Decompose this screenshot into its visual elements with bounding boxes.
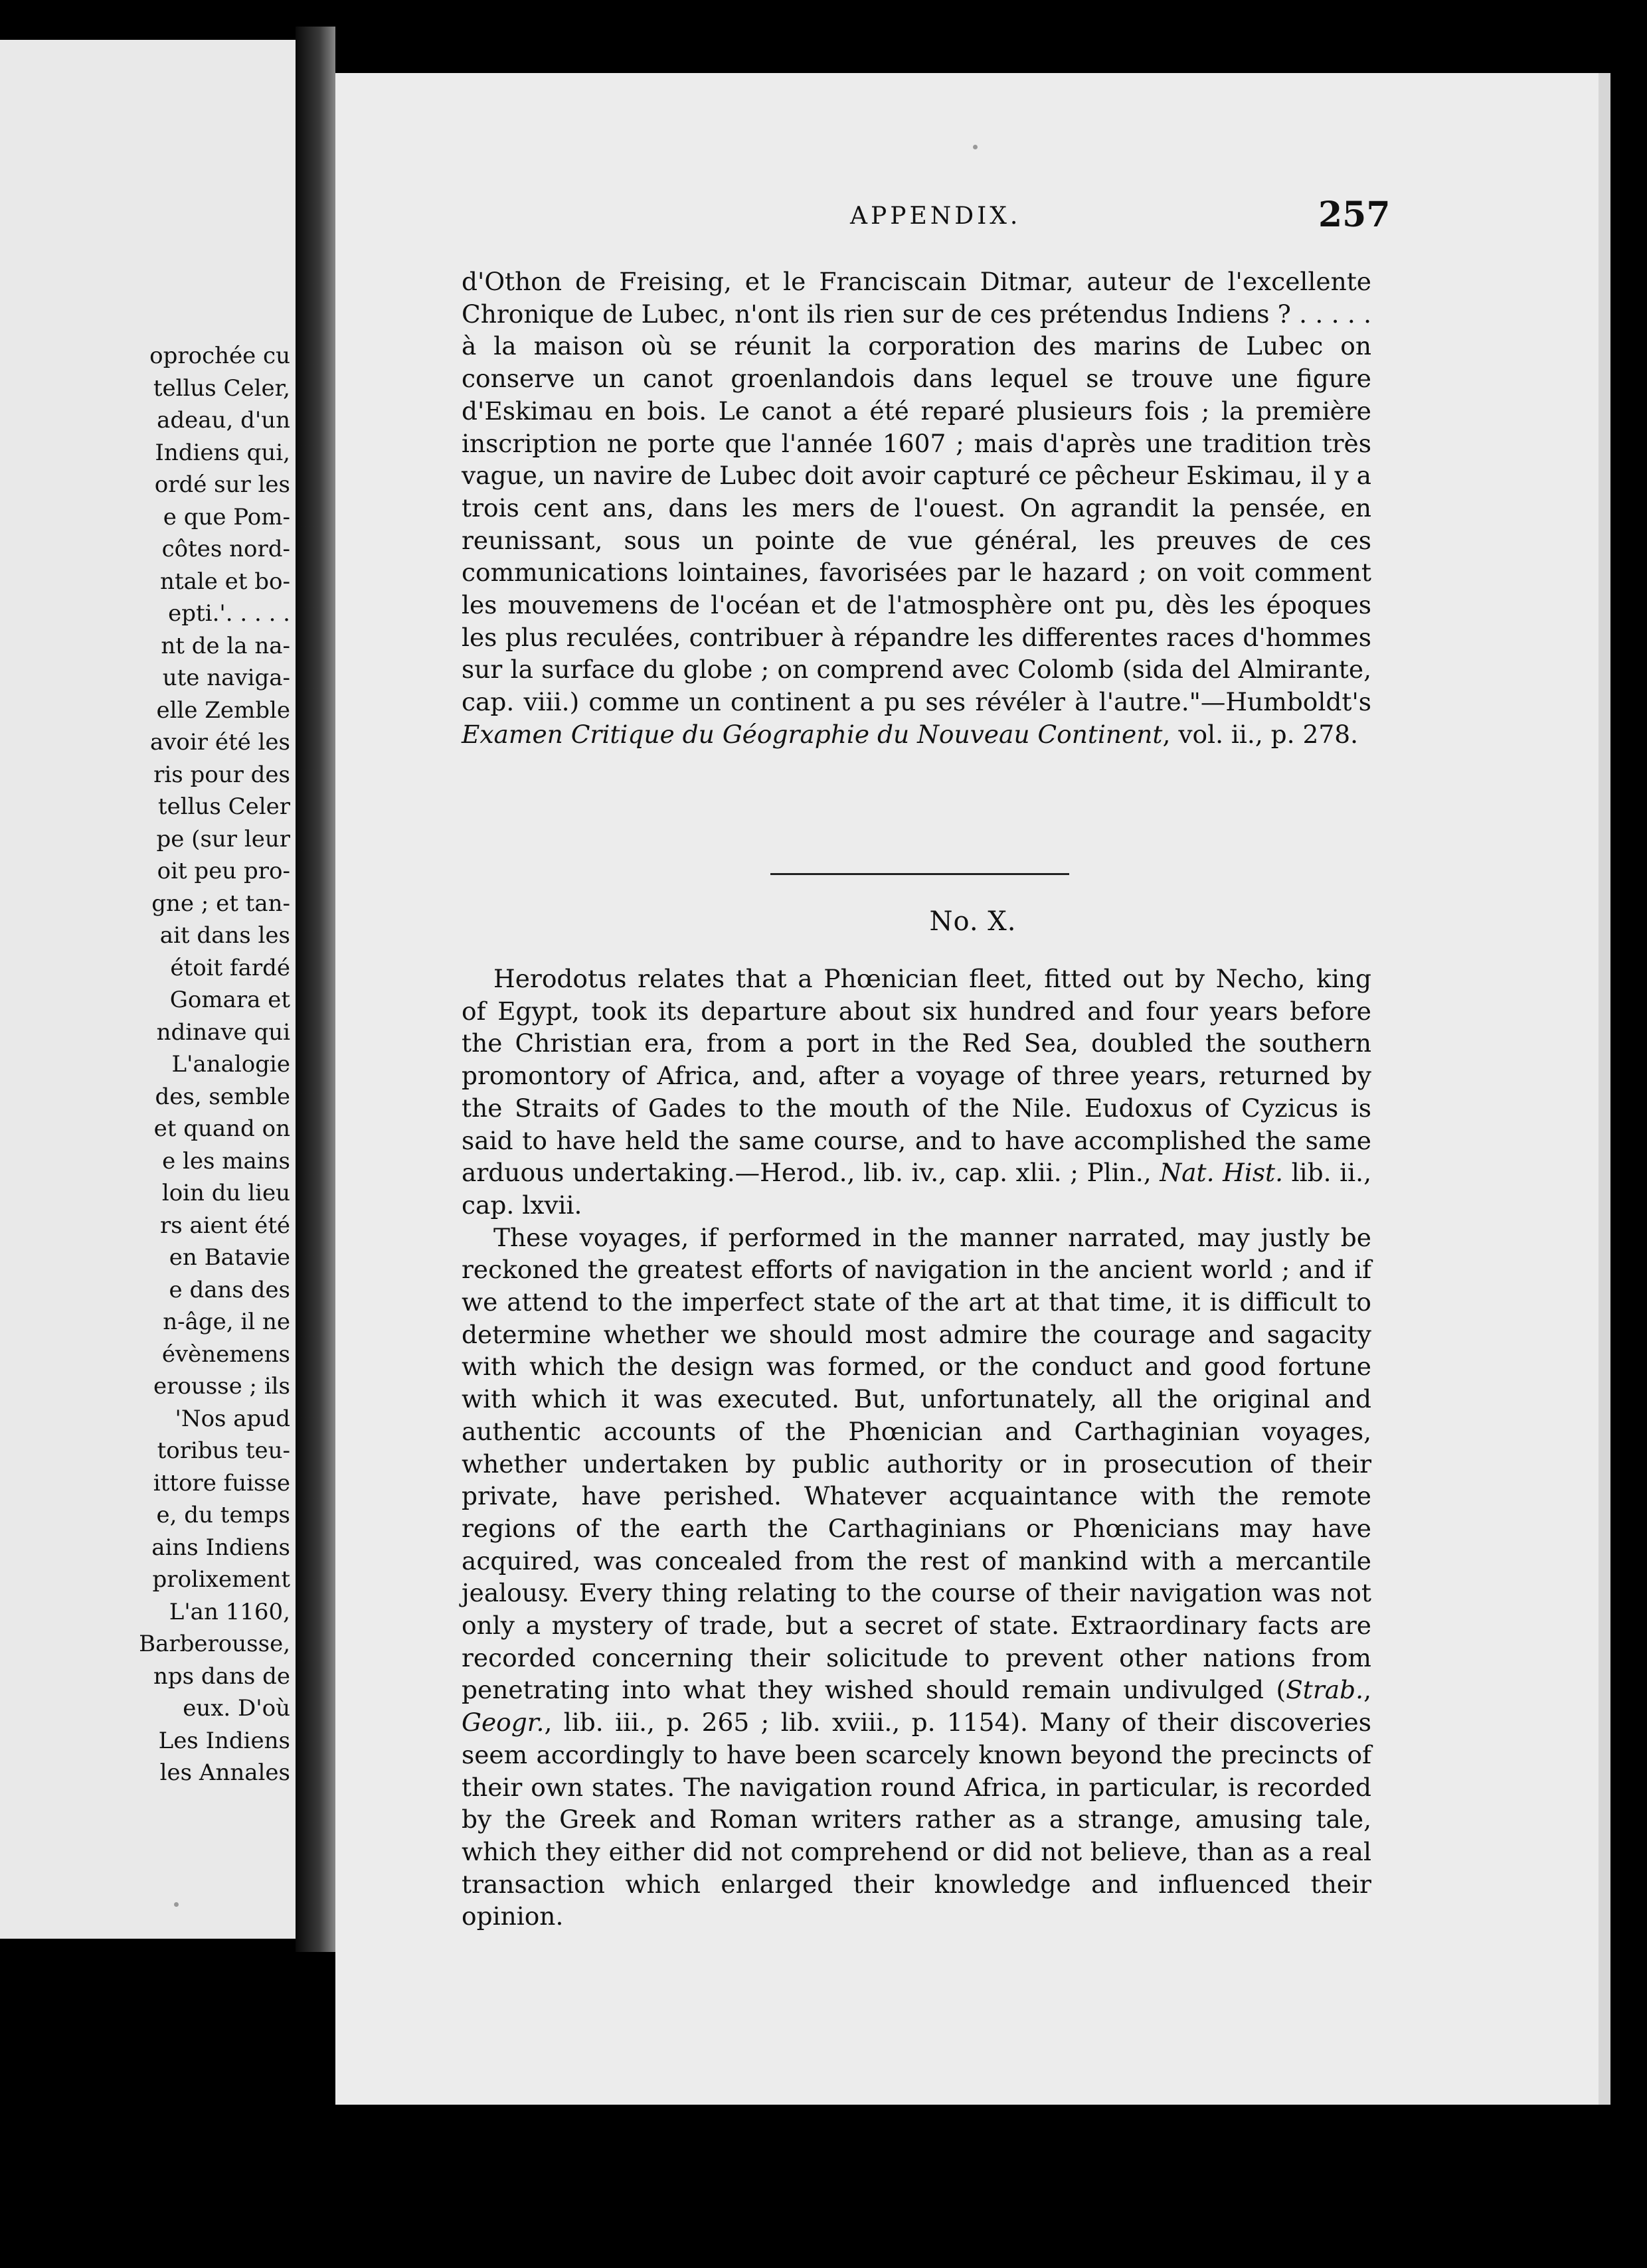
- body-paragraph-1: [462, 963, 1371, 1222]
- left-line: les Annales: [159, 1759, 290, 1786]
- left-line: Gomara et: [169, 987, 290, 1013]
- paragraph-2-italic-strab: Strab.: [1286, 1675, 1364, 1705]
- left-line: gne ; et tan-: [151, 890, 290, 917]
- left-line: loin du lieu: [161, 1180, 290, 1206]
- speck: [973, 145, 978, 149]
- page-number: 257: [1318, 195, 1391, 235]
- page-edge: [1599, 73, 1610, 2105]
- left-line: tellus Celer: [157, 793, 290, 820]
- left-line: adeau, d'un: [157, 407, 290, 434]
- left-line: e, du temps: [156, 1502, 290, 1528]
- left-line: prolixement: [152, 1566, 290, 1593]
- left-line: epti.'. . . . .: [168, 600, 290, 627]
- paragraph-2-text: These voyages, if performed in the manner narrated, may justly be reckoned the greatest efforts of navigation in the ancient world ; and if we attend to the imperfect state of the art at that time, it is difficult to determine whether we should most admire the courage and sagacity with which the design was formed, or the conduct and good fortune with which it was executed. But, unfortunately, all the original and authentic accounts of the Phœnician and Carthaginian voyages, whether undertaken by public authority or in prosecution of their private, have perished. Whatever acquaintance with the remote regions of the earth the Carthaginians or Phœnicians may have acquired, was concealed from the rest of mankind with a mercantile jealousy. Every thing relating to the course of their navigation was not only a mystery of trade, but a secret of state. Extraordinary facts are recorded concerning their solicitude to prevent other nations from penetrating into what they wished should remain undivulged (: [462, 1222, 1371, 1705]
- left-line: e que Pom-: [163, 503, 290, 530]
- left-line: L'an 1160,: [169, 1598, 290, 1625]
- left-page-lines: [139, 340, 290, 1789]
- left-line: Indiens qui,: [155, 439, 290, 466]
- book-gutter: [296, 27, 335, 1952]
- left-line: ains Indiens: [151, 1534, 290, 1561]
- left-line: pe (sur leur: [156, 825, 290, 852]
- citation-tail: , vol. ii., p. 278.: [1162, 719, 1359, 749]
- left-line: des, semble: [155, 1083, 290, 1110]
- body-text: [462, 963, 1371, 1933]
- paragraph-1-italic: Nat. Hist.: [1160, 1158, 1284, 1188]
- left-line: erousse ; ils: [153, 1373, 290, 1400]
- left-line: nt de la na-: [161, 632, 290, 659]
- paragraph-2-sep: ,: [1363, 1675, 1371, 1705]
- left-line: Barberousse,: [139, 1631, 290, 1657]
- left-line: ntale et bo-: [160, 568, 290, 595]
- left-line: 'Nos apud: [175, 1405, 290, 1432]
- cited-work-title: Examen Critique du Géographie du Nouveau Continent: [462, 719, 1163, 749]
- left-line: ndinave qui: [156, 1018, 290, 1046]
- left-line: ait dans les: [159, 922, 290, 949]
- left-line: ordé sur les: [154, 471, 290, 498]
- left-line: ute naviga-: [162, 665, 290, 691]
- paragraph-2-italic-geogr: Geogr.: [462, 1708, 545, 1738]
- left-line: ris pour des: [153, 761, 290, 788]
- left-line: côtes nord-: [161, 536, 290, 562]
- left-line: ittore fuisse: [153, 1469, 290, 1497]
- left-line: eux. D'où: [183, 1695, 290, 1722]
- left-line: évènemens: [161, 1340, 290, 1368]
- left-line: n-âge, il ne: [163, 1309, 290, 1335]
- left-line: L'analogie: [171, 1051, 290, 1078]
- speck: [174, 1902, 179, 1907]
- body-paragraph-2: [462, 1222, 1371, 1933]
- left-page-fragment: [0, 40, 296, 1939]
- left-line: oprochée cu: [149, 343, 290, 369]
- left-line: e les mains: [162, 1147, 290, 1174]
- paragraph-2-tail: , lib. iii., p. 265 ; lib. xviii., p. 1154). Many of their discoveries seem accordingly to have been scarcely known beyond the precincts of their own states. The navigation round Africa, in particular, is recorded by the Greek and Roman writers rather as a strange, amusing tale, which they either did not comprehend or did not believe, than as a real transaction which enlarged their knowledge and influenced their opinion.: [462, 1708, 1371, 1931]
- left-line: rs aient été: [159, 1212, 290, 1239]
- quotation-text: d'Othon de Freising, et le Franciscain Ditmar, auteur de l'excellente Chronique de Lubec, n'ont ils rien sur de ces prétendus Indiens ? . . . . . à la maison où se réunit la corporation des marins de Lubec on conserve un canot groenlandois dans lequel se trouve une figure d'Eskimau en bois. Le canot a été reparé plusieurs fois ; la première inscription ne porte que l'année 1607 ; mais d'après une tradition très vague, un navire de Lubec doit avoir capturé ce pêcheur Eskimau, il y a trois cent ans, dans les mers de l'ouest. On agrandit la pensée, en reunissant, sous un pointe de vue général, les preuves de ces communications lointaines, favorisées par le hazard ; on voit comment les mouvemens de l'océan et de l'atmosphère ont pu, dès les époques les plus reculées, contribuer à répandre les differentes races d'hommes sur la surface du globe ; on comprend avec Colomb (sida del Almirante, cap. viii.) comme un continent a pu ses révéler à l'autre."—Humboldt's: [462, 267, 1371, 717]
- quotation-paragraph: [462, 266, 1371, 751]
- left-line: oit peu pro-: [157, 858, 290, 884]
- left-line: elle Zemble: [156, 696, 290, 724]
- running-title: APPENDIX.: [850, 202, 1021, 230]
- left-line: et quand on: [153, 1115, 290, 1142]
- section-title: No. X.: [929, 906, 1017, 937]
- left-line: e dans des: [169, 1276, 290, 1303]
- left-line: en Batavie: [169, 1244, 290, 1271]
- right-page: [335, 73, 1610, 2105]
- paragraph-1-text: Herodotus relates that a Phœnician fleet, fitted out by Necho, king of Egypt, took its departure about six hundred and four years before the Christian era, from a port in the Red Sea, doubled the southern promontory of Africa, and, after a voyage of three years, returned by the Straits of Gades to the mouth of the Nile. Eudoxus of Cyzicus is said to have held the same course, and to have accomplished the same arduous undertaking.—Herod., lib. iv., cap. xlii. ; Plin.,: [462, 964, 1371, 1188]
- section-divider: [770, 873, 1069, 875]
- left-line: nps dans de: [153, 1662, 290, 1690]
- left-line: avoir été les: [149, 729, 290, 756]
- left-line: étoit fardé: [170, 954, 290, 981]
- left-line: tellus Celer,: [153, 374, 290, 402]
- paragraph-1-tail: lib. ii., cap. lxvii.: [462, 1158, 1371, 1220]
- quotation-block: [462, 266, 1371, 751]
- left-line: toribus teu-: [157, 1437, 290, 1464]
- left-line: Les Indiens: [158, 1727, 290, 1754]
